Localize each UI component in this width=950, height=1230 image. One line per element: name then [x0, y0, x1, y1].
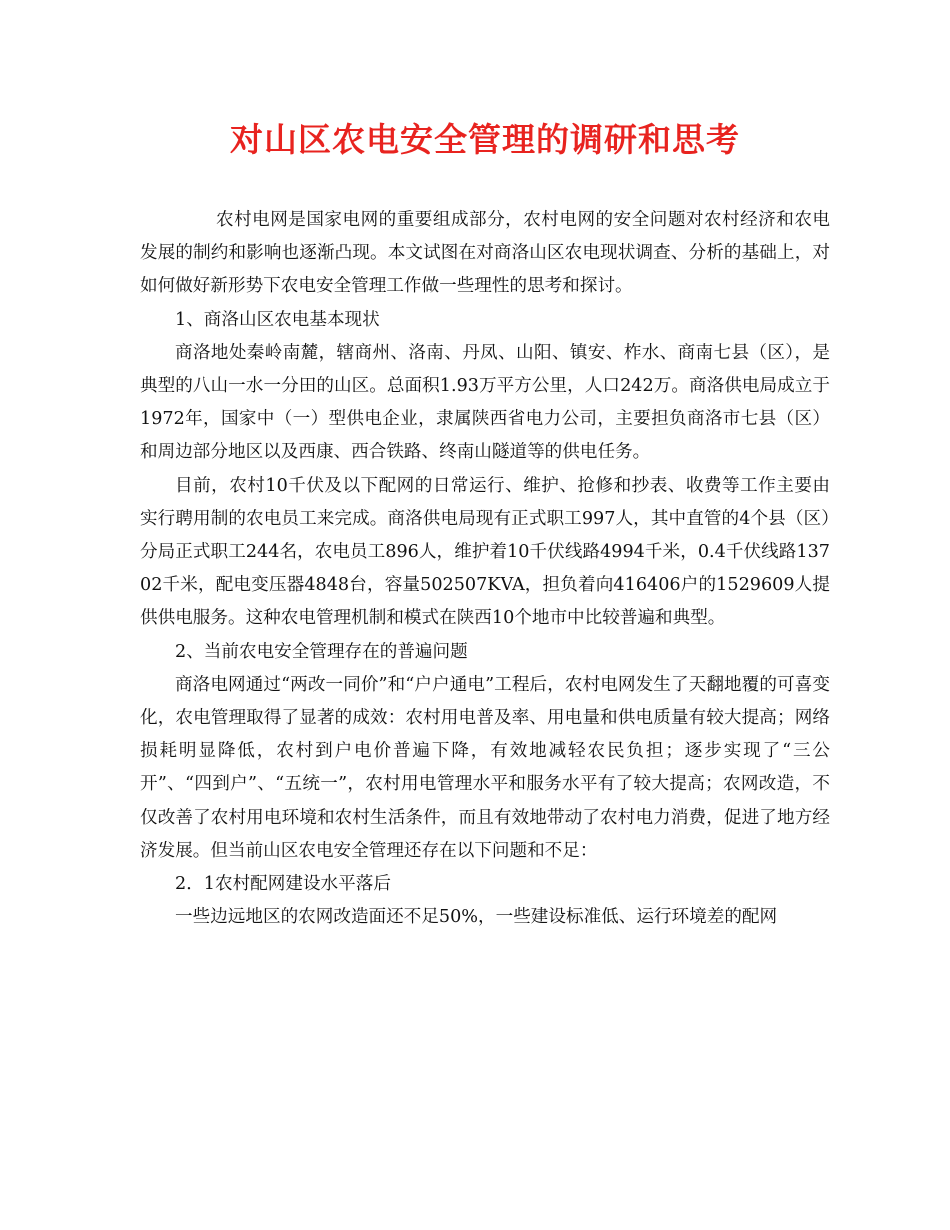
document-page: [140, 110, 830, 934]
section1-paragraph-1: 商洛地处秦岭南麓，辖商州、洛南、丹凤、山阳、镇安、柞水、商南七县（区），是典型的八山一水一分田的山区。总面积1.93万平方公里，人口242万。商洛供电局成立于1972年，国家中（一）型供电企业，隶属陕西省电力公司，主要担负商洛市七县（区）和周边部分地区以及西康、西合铁路、终南山隧道等的供电任务。: [140, 342, 830, 463]
section2-paragraph-1: 商洛电网通过“两改一同价”和“户户通电”工程后，农村电网发生了天翻地覆的可喜变化，农电管理取得了显著的成效：农村用电普及率、用电量和供电质量有较大提高；网络损耗明显降低，农村到户电价普遍下降，有效地减轻农民负担；逐步实现了“三公开”、“四到户”、“五统一”，农村用电管理水平和服务水平有了较大提高；农网改造，不仅改善了农村用电环境和农村生活条件，而且有效地带动了农村电力消费，促进了地方经济发展。但当前山区农电安全管理还存在以下问题和不足：: [140, 674, 830, 861]
section-heading-1: 1、商洛山区农电基本现状: [175, 309, 380, 330]
section1-paragraph-2: 目前，农村10千伏及以下配网的日常运行、维护、抢修和抄表、收费等工作主要由实行聘用制的农电员工来完成。商洛供电局现有正式职工997人，其中直管的4个县（区）分局正式职工244名，农电员工896人，维护着10千伏线路4994千米，0.4千伏线路13702千米，配电变压器4848台，容量502507KVA，担负着向416406户的1529609人提供供电服务。这种农电管理机制和模式在陕西10个地市中比较普遍和典型。: [140, 475, 830, 629]
intro-paragraph: 农村电网是国家电网的重要组成部分，农村电网的安全问题对农村经济和农电发展的制约和影响也逐渐凸现。本文试图在对商洛山区农电现状调查、分析的基础上，对如何做好新形势下农电安全管理工作做一些理性的思考和探讨。: [140, 210, 830, 297]
subsection2-1-paragraph-1: 一些边远地区的农网改造面还不足50%，一些建设标准低、运行环境差的配网: [175, 907, 778, 928]
subsection-heading-2-1: 2．1农村配网建设水平落后: [175, 874, 391, 895]
document-title: 对山区农电安全管理的调研和思考: [230, 120, 740, 159]
section-heading-2: 2、当前农电安全管理存在的普遍问题: [175, 641, 468, 662]
